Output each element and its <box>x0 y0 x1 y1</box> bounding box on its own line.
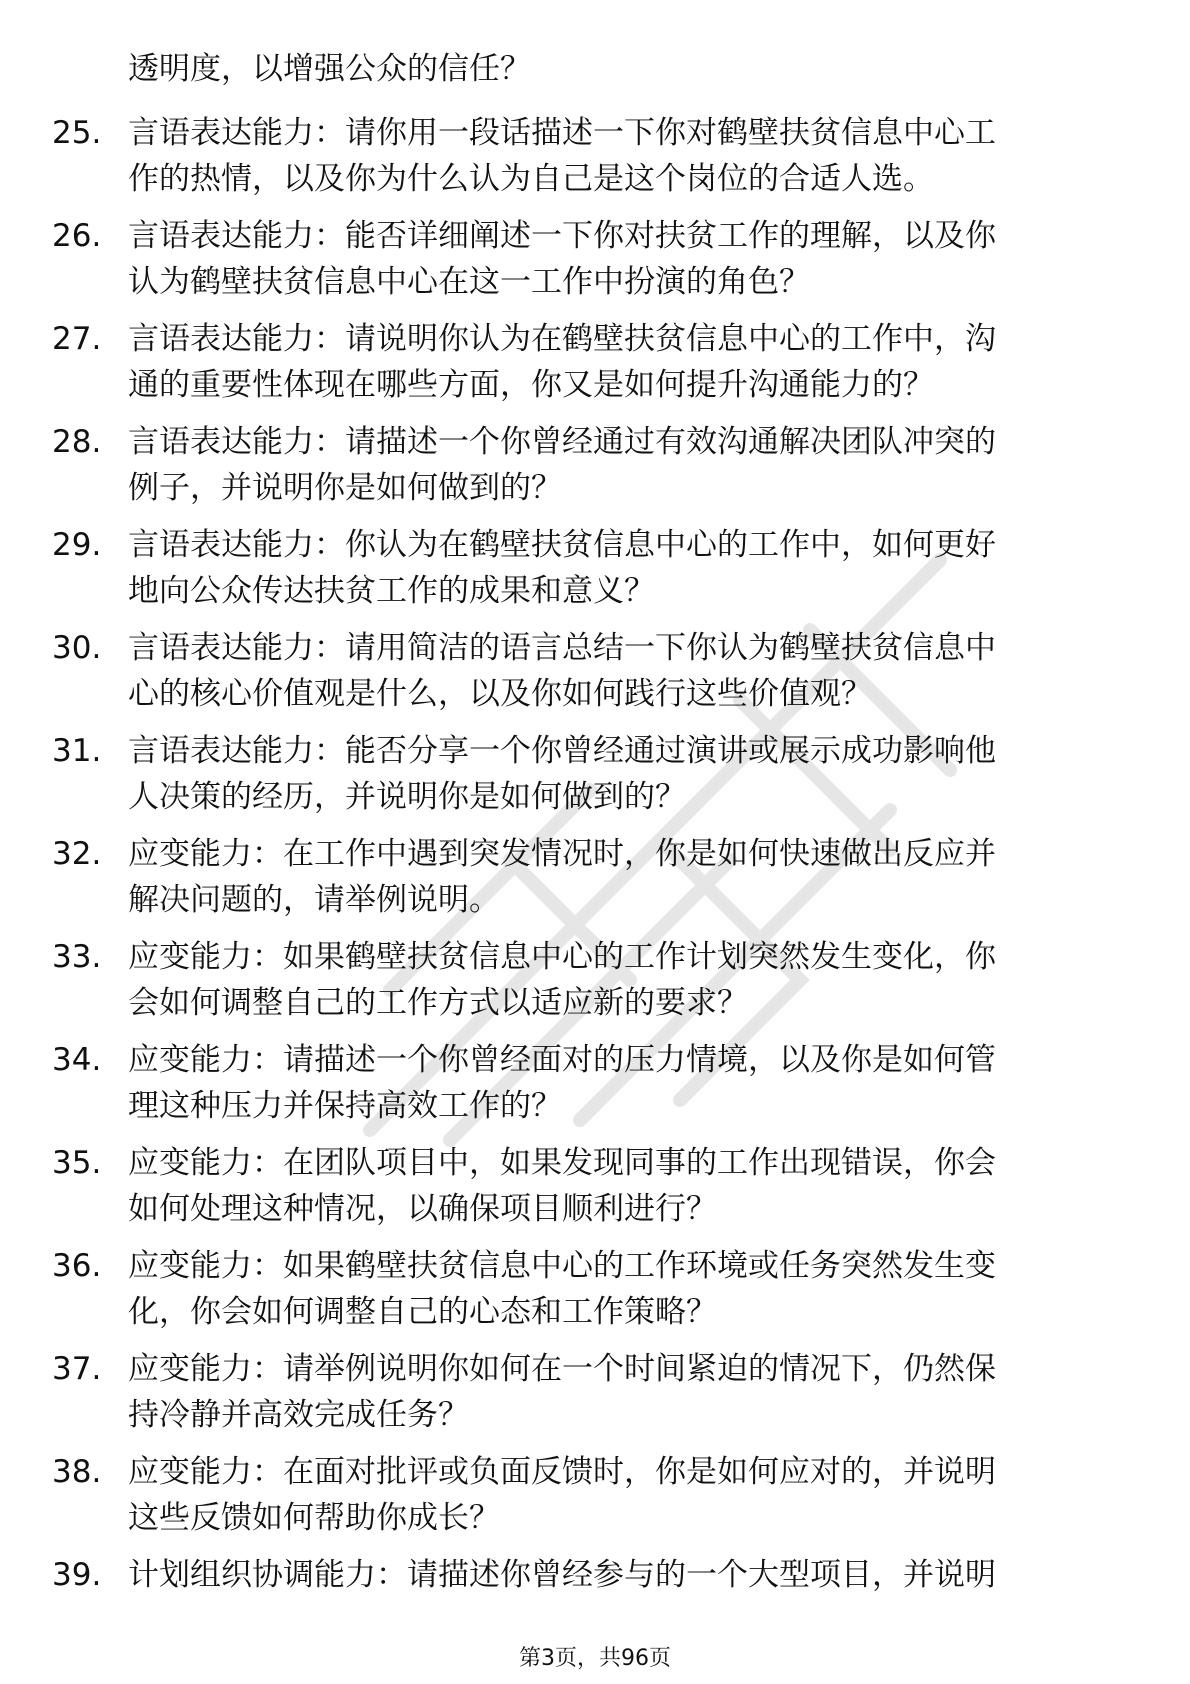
continued-question-text: 透明度，以增强公众的信任？ <box>128 51 531 87</box>
question-text <box>128 1243 1128 1335</box>
question-line: 言语表达能力：请说明你认为在鹤壁扶贫信息中心的工作中，沟 <box>128 321 996 357</box>
question-item <box>0 110 1190 213</box>
question-text <box>128 1552 1128 1598</box>
question-number: 37. <box>52 1351 102 1387</box>
question-line: 言语表达能力：请你用一段话描述一下你对鹤壁扶贫信息中心工 <box>128 115 996 151</box>
question-number: 38. <box>52 1454 102 1490</box>
question-list <box>0 110 1190 1655</box>
question-line: 应变能力：请举例说明你如何在一个时间紧迫的情况下，仍然保 <box>128 1351 996 1387</box>
question-text <box>128 419 1128 511</box>
question-line: 认为鹤壁扶贫信息中心在这一工作中扮演的角色？ <box>128 264 810 300</box>
question-text <box>128 1449 1128 1541</box>
page-number-footer: 第3页，共96页 <box>519 1646 671 1671</box>
question-line: 应变能力：在团队项目中，如果发现同事的工作出现错误，你会 <box>128 1145 996 1181</box>
question-item <box>0 1449 1190 1552</box>
question-line: 会如何调整自己的工作方式以适应新的要求？ <box>128 985 748 1021</box>
question-number: 26. <box>52 218 102 254</box>
question-line: 应变能力：在工作中遇到突发情况时，你是如何快速做出反应并 <box>128 836 996 872</box>
question-item <box>0 1552 1190 1655</box>
question-number: 34. <box>52 1042 102 1078</box>
question-text <box>128 213 1128 305</box>
question-text <box>128 1346 1128 1438</box>
question-item <box>0 522 1190 625</box>
question-line: 例子，并说明你是如何做到的？ <box>128 470 562 506</box>
question-number: 36. <box>52 1248 102 1284</box>
question-line: 言语表达能力：能否分享一个你曾经通过演讲或展示成功影响他 <box>128 733 996 769</box>
question-line: 解决问题的，请举例说明。 <box>128 882 500 918</box>
question-item <box>0 728 1190 831</box>
question-text <box>128 625 1128 717</box>
question-text <box>128 728 1128 820</box>
question-number: 29. <box>52 527 102 563</box>
question-line: 应变能力：请描述一个你曾经面对的压力情境，以及你是如何管 <box>128 1042 996 1078</box>
question-number: 39. <box>52 1557 102 1593</box>
question-number: 27. <box>52 321 102 357</box>
question-line: 心的核心价值观是什么，以及你如何践行这些价值观？ <box>128 676 872 712</box>
question-line: 化，你会如何调整自己的心态和工作策略？ <box>128 1294 717 1330</box>
question-line: 应变能力：如果鹤壁扶贫信息中心的工作计划突然发生变化，你 <box>128 939 996 975</box>
question-item <box>0 625 1190 728</box>
question-number: 35. <box>52 1145 102 1181</box>
question-item <box>0 1037 1190 1140</box>
question-number: 33. <box>52 939 102 975</box>
question-line: 言语表达能力：能否详细阐述一下你对扶贫工作的理解，以及你 <box>128 218 996 254</box>
question-item <box>0 419 1190 522</box>
question-line: 言语表达能力：请用简洁的语言总结一下你认为鹤壁扶贫信息中 <box>128 630 996 666</box>
question-line: 理这种压力并保持高效工作的？ <box>128 1088 562 1124</box>
question-line: 如何处理这种情况，以确保项目顺利进行？ <box>128 1191 717 1227</box>
question-item <box>0 213 1190 316</box>
question-item <box>0 1140 1190 1243</box>
question-line: 通的重要性体现在哪些方面，你又是如何提升沟通能力的？ <box>128 367 934 403</box>
question-item <box>0 1243 1190 1346</box>
question-line: 应变能力：如果鹤壁扶贫信息中心的工作环境或任务突然发生变 <box>128 1248 996 1284</box>
question-line: 持冷静并高效完成任务？ <box>128 1397 469 1433</box>
question-line: 应变能力：在面对批评或负面反馈时，你是如何应对的，并说明 <box>128 1454 996 1490</box>
question-line: 言语表达能力：请描述一个你曾经通过有效沟通解决团队冲突的 <box>128 424 996 460</box>
question-text <box>128 831 1128 923</box>
question-text <box>128 522 1128 614</box>
question-line: 人决策的经历，并说明你是如何做到的？ <box>128 779 686 815</box>
question-line: 这些反馈如何帮助你成长？ <box>128 1500 500 1536</box>
question-item <box>0 831 1190 934</box>
question-number: 28. <box>52 424 102 460</box>
question-item <box>0 1346 1190 1449</box>
question-item <box>0 316 1190 419</box>
question-line: 计划组织协调能力：请描述你曾经参与的一个大型项目，并说明 <box>128 1557 996 1593</box>
question-number: 25. <box>52 115 102 151</box>
question-text <box>128 1140 1128 1232</box>
question-text <box>128 316 1128 408</box>
question-number: 31. <box>52 733 102 769</box>
question-number: 32. <box>52 836 102 872</box>
question-line: 作的热情，以及你为什么认为自己是这个岗位的合适人选。 <box>128 161 934 197</box>
question-text <box>128 1037 1128 1129</box>
question-text <box>128 110 1128 202</box>
question-line: 地向公众传达扶贫工作的成果和意义？ <box>128 573 655 609</box>
question-number: 30. <box>52 630 102 666</box>
question-item <box>0 934 1190 1037</box>
question-line: 言语表达能力：你认为在鹤壁扶贫信息中心的工作中，如何更好 <box>128 527 996 563</box>
question-text <box>128 934 1128 1026</box>
